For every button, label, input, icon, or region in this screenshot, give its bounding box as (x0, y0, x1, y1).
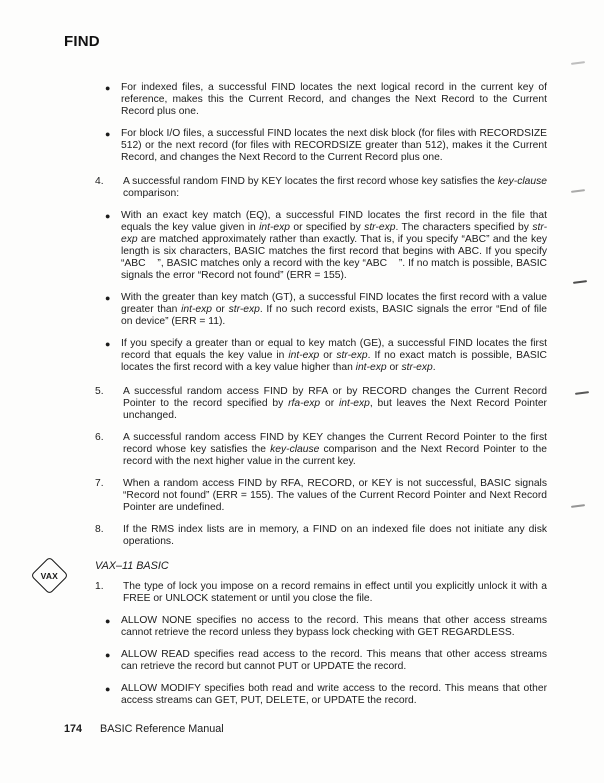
item-number: 5. (95, 386, 104, 397)
page-number: 174 (64, 723, 83, 735)
paragraph: The type of lock you impose on a record remains in effect until you explicitly unlock it with a FREE or UNLOCK statement or until you close the file. (123, 581, 547, 604)
numbered-item (95, 432, 547, 468)
page-content (40, 82, 548, 717)
paragraph: For indexed files, a successful FIND locates the next logical record in the current key of reference, makes this the Current Record, and changes the Next Record to the Current Record plus one. (121, 82, 547, 117)
manual-title: BASIC Reference Manual (100, 723, 224, 735)
list-item (95, 210, 547, 282)
bullet-icon: ● (105, 83, 111, 93)
vax-diamond-icon (30, 556, 68, 594)
paragraph: ALLOW MODIFY specifies both read and write access to the record. This means that other access streams can GET, PUT, DELETE, or UPDATE the record. (121, 683, 547, 706)
bullet-icon: ● (105, 293, 111, 303)
list-item (95, 338, 547, 374)
change-bar-mark (571, 504, 585, 508)
numbered-item (95, 386, 547, 422)
paragraph: ALLOW READ specifies read access to the record. This means that other access streams can retrieve the record but cannot PUT or UPDATE the record. (121, 649, 547, 672)
paragraph: For block I/O files, a successful FIND locates the next disk block (for files with RECORDSIZE 512) or the next record (for files with RECORDSIZE greater than 512), makes it the Current Record, and changes the Next Record to the Current Record plus one. (121, 128, 547, 163)
bullet-icon: ● (105, 616, 111, 626)
bullet-icon: ● (105, 129, 111, 139)
vax-badge-label: VAX (40, 570, 59, 581)
list-item (95, 82, 547, 118)
vax-section-heading: VAX–11 BASIC (95, 560, 169, 572)
bullet-icon: ● (105, 211, 111, 221)
page-title: FIND (64, 33, 100, 50)
change-bar-mark (573, 280, 587, 284)
list-item (95, 292, 547, 328)
item-number: 4. (95, 176, 104, 187)
item-number: 6. (95, 432, 104, 443)
paragraph: If the RMS index lists are in memory, a FIND on an indexed file does not initiate any disk operations. (123, 524, 547, 547)
bullet-icon: ● (105, 650, 111, 660)
paragraph: ALLOW NONE specifies no access to the record. This means that other access streams cannot retrieve the record unless they bypass lock checking with GET REGARDLESS. (121, 615, 547, 638)
paragraph: When a random access FIND by RFA, RECORD, or KEY is not successful, BASIC signals “Record not found” (ERR = 155). The values of the Current Record Pointer and Next Record Pointer are undefined. (123, 478, 547, 513)
change-bar-mark (571, 61, 585, 65)
numbered-item (95, 524, 547, 548)
item-number: 1. (95, 581, 104, 592)
vax-badge (29, 555, 69, 595)
vax-section-heading-row (40, 560, 547, 581)
paragraph: With the greater than key match (GT), a successful FIND locates the first record with a value greater than int-exp or str-exp. If no such record exists, BASIC signals the error “End of file on device” (ERR = 11). (121, 292, 547, 327)
paragraph: A successful random access FIND by KEY changes the Current Record Pointer to the first record whose key satisfies the key-clause comparison and the Next Record Pointer to the record with the next higher value in the current key. (123, 432, 548, 467)
list-item (95, 128, 547, 164)
list-item (95, 649, 547, 673)
paragraph: If you specify a greater than or equal to key match (GE), a successful FIND locates the first record that equals the key value in int-exp or str-exp. If no exact match is possible, BASIC locates the first record with a key value higher than int-exp or str-exp. (121, 338, 547, 373)
bullet-icon: ● (105, 339, 111, 349)
paragraph: A successful random access FIND by RFA or by RECORD changes the Current Record Pointer to the record specified by rfa-exp or int-exp, but leaves the Next Record Pointer unchanged. (123, 386, 547, 421)
paragraph: With an exact key match (EQ), a successful FIND locates the first record in the file that equals the key value given in int-exp or specified by str-exp. The characters specified by str-exp are matched approximately rather than exactly. That is, if you specify “ABC” and the key length is six characters, BASIC matches the first record that begins with ABC. If you specify “ABC ”, BASIC matches only a record with the key “ABC ”. If no match is possible, BASIC signals the error “Record not found” (ERR = 155). (121, 210, 547, 281)
change-bar-mark (575, 391, 589, 395)
bullet-icon: ● (105, 684, 111, 694)
item-number: 7. (95, 478, 104, 489)
numbered-item (95, 581, 547, 605)
list-item (95, 615, 547, 639)
change-bar-mark (571, 189, 585, 193)
numbered-item (95, 478, 547, 514)
numbered-item (95, 176, 547, 200)
list-item (95, 683, 547, 707)
page-footer (64, 723, 224, 735)
paragraph: A successful random FIND by KEY locates the first record whose key satisfies the key-clause comparison: (123, 176, 547, 199)
item-number: 8. (95, 524, 104, 535)
